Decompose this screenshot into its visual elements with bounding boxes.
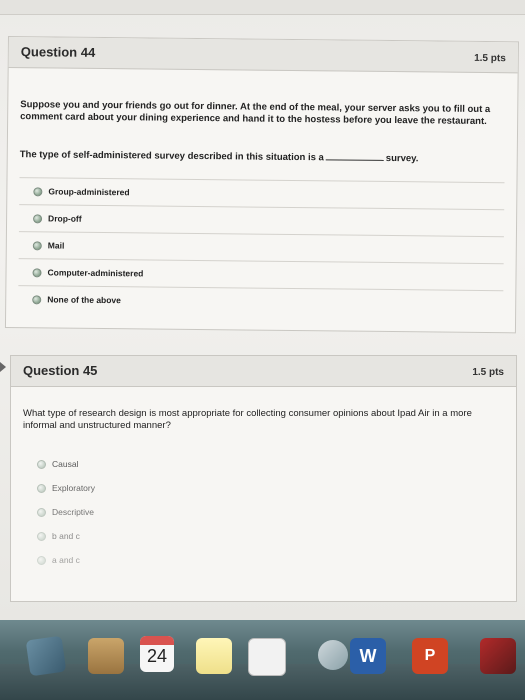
answer-option[interactable] <box>18 285 503 317</box>
dock <box>0 620 525 700</box>
top-bar <box>0 0 525 15</box>
answer-label: Exploratory <box>52 483 95 493</box>
answer-option[interactable] <box>23 452 504 476</box>
launchpad-app-icon[interactable] <box>248 638 286 676</box>
radio-button[interactable] <box>37 460 46 469</box>
stickies-app-icon[interactable] <box>196 638 232 674</box>
stem-before: The type of self-administered survey described in this situation is a <box>19 149 324 164</box>
answer-option[interactable] <box>23 476 504 500</box>
answer-label: None of the above <box>47 294 121 306</box>
radio-button[interactable] <box>37 556 46 565</box>
answer-label: Causal <box>52 459 79 469</box>
answer-label: Mail <box>47 240 65 251</box>
answer-label: Group-administered <box>48 186 130 198</box>
answer-option[interactable] <box>23 524 504 548</box>
question-header <box>11 356 516 387</box>
radio-button[interactable] <box>32 295 41 304</box>
question-header <box>9 37 518 73</box>
answer-label: Computer-administered <box>47 267 144 279</box>
answer-label: a and c <box>52 555 80 565</box>
radio-button[interactable] <box>33 241 42 250</box>
question-points: 1.5 pts <box>474 52 506 65</box>
radio-button[interactable] <box>37 508 46 517</box>
answer-option[interactable] <box>23 548 504 572</box>
question-44-card <box>5 36 519 333</box>
radio-button[interactable] <box>37 532 46 541</box>
question-pointer-icon <box>0 362 6 372</box>
question-prompt: Suppose you and your friends go out for dinner. At the end of the meal, your server asks you to fill out a comment card about your dining experience and hand it to the hostess before you leave the restaurant. <box>20 99 491 128</box>
radio-button[interactable] <box>33 214 42 223</box>
calendar-month-strip <box>140 636 174 645</box>
question-title: Question 44 <box>20 44 96 60</box>
calendar-app-icon[interactable] <box>140 636 174 672</box>
flask-app-icon[interactable] <box>318 640 348 670</box>
answer-blank <box>326 159 384 161</box>
photo-booth-app-icon[interactable] <box>480 638 516 674</box>
question-title: Question 45 <box>23 363 98 378</box>
radio-button[interactable] <box>33 187 42 196</box>
question-prompt: What type of research design is most appropriate for collecting consumer opinions about Ipad Air in a more informal and unstructured manner? <box>23 408 472 431</box>
question-45-card <box>10 355 517 602</box>
answer-list <box>18 177 504 317</box>
question-stem <box>20 149 503 166</box>
answer-option[interactable] <box>23 500 504 524</box>
radio-button[interactable] <box>32 268 41 277</box>
preview-app-icon[interactable] <box>26 636 67 677</box>
stem-after: survey. <box>385 152 419 165</box>
word-app-icon[interactable]: W <box>350 638 386 674</box>
answer-label: Drop-off <box>48 213 82 224</box>
notes-app-icon[interactable] <box>88 638 124 674</box>
radio-button[interactable] <box>37 484 46 493</box>
calendar-day: 24 <box>146 646 168 666</box>
question-points: 1.5 pts <box>472 367 504 378</box>
powerpoint-app-icon[interactable]: P <box>412 638 448 674</box>
answer-list <box>23 452 504 572</box>
answer-label: b and c <box>52 531 80 541</box>
answer-label: Descriptive <box>52 507 95 517</box>
